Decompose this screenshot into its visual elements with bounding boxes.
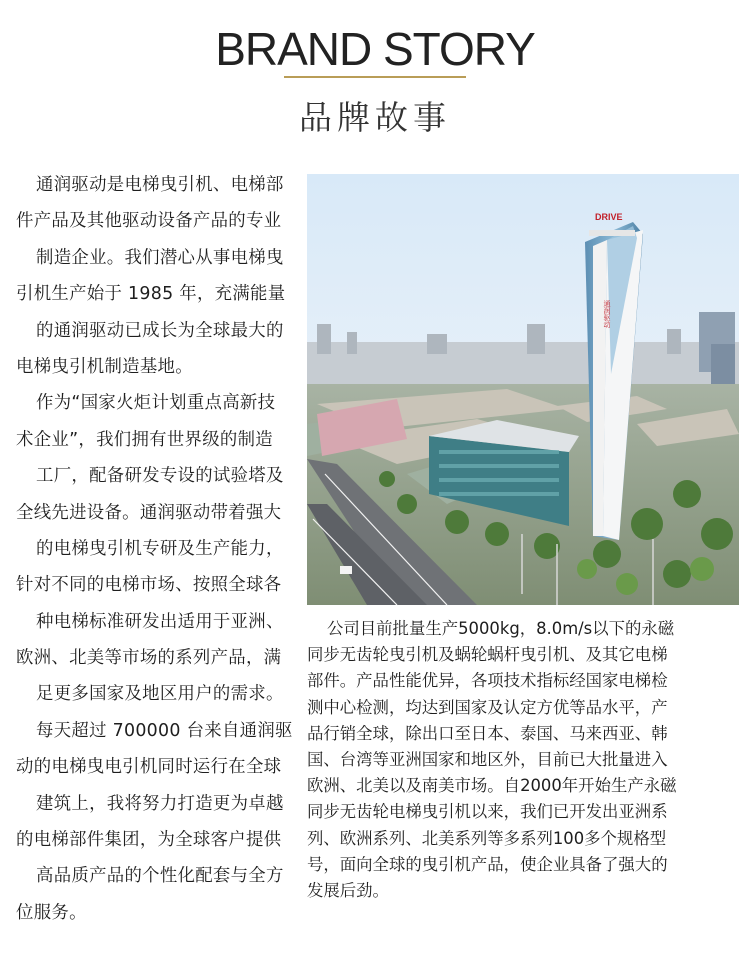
text-line: 引机生产始于 1985 年，充满能量 xyxy=(16,284,286,305)
text-line: 的电梯曳引机专研及生产能力， xyxy=(36,538,284,559)
text-line: 位服务。 xyxy=(16,902,87,923)
text-line: 建筑上，我将努力打造更为卓越 xyxy=(36,793,284,814)
text-line: 全线先进设备。通润驱动带着强大 xyxy=(16,502,282,523)
text-line: 动的电梯曳电引机同时运行在全球 xyxy=(16,757,282,778)
text-line: 部件。产品性能优异，各项技术指标经国家电梯检 xyxy=(307,671,668,691)
text-line: 欧洲、北美以及南美市场。自2000年开始生产永磁 xyxy=(307,776,677,796)
text-line: 列、欧洲系列、北美系列等多系列100多个规格型 xyxy=(307,828,667,848)
text-line: 电梯曳引机制造基地。 xyxy=(16,356,193,377)
text-line: 件产品及其他驱动设备产品的专业 xyxy=(16,211,282,232)
text-line: 的通润驱动已成长为全球最大的 xyxy=(36,320,284,341)
intro-text-column xyxy=(16,167,294,931)
text-line: 的电梯部件集团，为全球客户提供 xyxy=(16,830,282,851)
tower-sign: DRIVE xyxy=(595,212,623,222)
text-line: 通润驱动是电梯曳引机、电梯部 xyxy=(36,175,284,195)
headquarters-aerial-photo xyxy=(307,174,739,605)
brand-story-heading: BRAND STORY xyxy=(215,23,535,75)
text-line: 种电梯标准研发出适用于亚洲、 xyxy=(36,611,284,632)
text-line: 高品质产品的个性化配套与全方 xyxy=(36,866,284,887)
text-line: 术企业”，我们拥有世界级的制造 xyxy=(16,429,273,450)
text-line: 针对不同的电梯市场、按照全球各 xyxy=(16,575,282,596)
text-line: 测中心检测，均达到国家及认定方优等品水平，产 xyxy=(307,697,668,717)
text-line: 号，面向全球的曳引机产品，使企业具备了强大的 xyxy=(307,854,668,874)
production-text-column xyxy=(307,616,732,904)
tower-vertical-sign: 通润驱动 xyxy=(603,300,611,328)
text-line: 同步无齿轮曳引机及蜗轮蜗杆曳引机、及其它电梯 xyxy=(307,645,668,665)
text-line: 作为“国家火炬计划重点高新技 xyxy=(36,393,276,414)
brand-story-subheading: 品牌故事 xyxy=(299,98,451,137)
text-line: 足更多国家及地区用户的需求。 xyxy=(36,684,284,705)
text-line: 工厂，配备研发专设的试验塔及 xyxy=(36,466,284,487)
text-line: 发展后劲。 xyxy=(307,880,389,900)
text-line: 品行销全球，除出口至日本、泰国、马来西亚、韩 xyxy=(307,723,668,743)
text-line: 公司目前批量生产5000kg，8.0m/s以下的永磁 xyxy=(327,619,675,638)
text-line: 每天超过 700000 台来自通润驱 xyxy=(36,720,293,741)
text-line: 同步无齿轮电梯曳引机以来，我们已开发出亚洲系 xyxy=(307,802,668,822)
text-line: 制造企业。我们潜心从事电梯曳 xyxy=(36,247,284,268)
text-line: 国、台湾等亚洲国家和地区外，目前已大批量进入 xyxy=(307,749,668,769)
text-line: 欧洲、北美等市场的系列产品，满 xyxy=(16,648,282,669)
heading-divider xyxy=(284,76,466,78)
